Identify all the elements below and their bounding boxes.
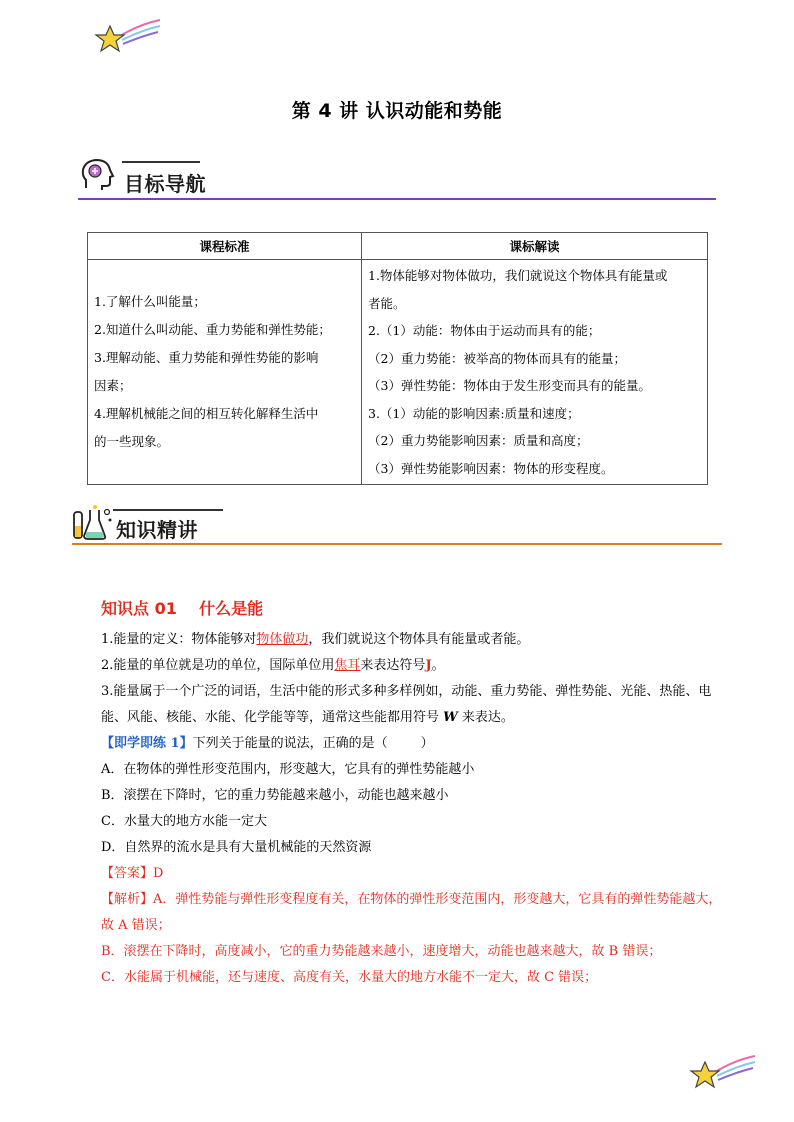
lab-flask-icon [70,504,114,542]
unit-paragraph: 2.能量的单位就是功的单位，国际单位用焦耳来表达符号J。 [101,658,445,673]
keyword-underlined: 焦耳 [334,658,361,673]
definition-paragraph: 1.能量的定义：物体能够对物体做功，我们就说这个物体具有能量或者能。 [101,632,530,647]
list-item: 1.了解什么叫能量； [94,294,206,309]
list-item: 2.（1）动能：物体由于运动而具有的能； [368,323,601,338]
list-item: 4.理解机械能之间的相互转化解释生活中 [94,406,319,421]
section-overline [113,509,223,511]
body-text [101,627,723,991]
option-a: A．在物体的弹性形变范围内，形变越大，它具有的弹性势能越小 [101,762,475,777]
table-cell-standard [88,260,362,485]
list-item: 的一些现象。 [94,434,170,449]
list-item: 1.物体能够对物体做功，我们就说这个物体具有能量或 [368,268,668,283]
exercise-tag: 【即学即练 1】 [101,736,193,751]
list-item: 因素； [94,378,132,393]
list-item: 3.理解动能、重力势能和弹性势能的影响 [94,350,319,365]
analysis-line: 【解析】A．弹性势能与弹性形变程度有关，在物体的弹性形变范围内，形变越大，它具有的弹性势能越大， [101,892,722,907]
list-item: 2.知道什么叫动能、重力势能和弹性势能； [94,322,331,337]
knowledge-point-title: 知识点 01 什么是能 [101,599,264,618]
table-header-standard: 课程标准 [88,233,362,260]
table-header-interpretation: 课标解读 [362,233,708,260]
keyword-underlined: 物体做功 [256,632,309,647]
forms-paragraph: 3.能量属于一个广泛的词语，生活中能的形式多种多样例如，动能、重力势能、弹性势能、光能、热能、电 能、风能、核能、水能、化学能等等，通常这些能都用符号 W 来表达。 [101,684,712,725]
list-item: 者能。 [368,295,406,311]
option-c: C．水量大的地方水能一定大 [101,814,267,829]
analysis-line: C．水能属于机械能，还与速度、高度有关，水量大的地方水能不一定大，故 C 错误； [101,970,598,985]
brain-head-icon [80,158,116,192]
section-title-knowledge: 知识精讲 [116,518,198,542]
section-overline [122,161,200,163]
option-b: B．滚摆在下降时，它的重力势能越来越小，动能也越来越小 [101,788,449,803]
list-item: （3）弹性势能：物体由于发生形变而具有的能量。 [368,378,651,393]
list-item: （2）重力势能：被举高的物体而具有的能量； [368,350,626,366]
section-divider [72,543,722,545]
section-title-goals: 目标导航 [124,172,206,196]
answer-label: 【答案】D [101,866,164,881]
table-cell-interpretation [362,260,708,485]
unit-symbol: J [425,658,432,673]
analysis-line: 故 A 错误； [101,918,171,933]
curriculum-table [87,232,708,485]
shooting-star-icon [685,1052,757,1094]
analysis-line: B．滚摆在下降时，高度减小，它的重力势能越来越小，速度增大，动能也越来越大，故 B 错误； [101,944,662,959]
option-d: D．自然界的流水是具有大量机械能的天然资源 [101,840,372,855]
list-item: 3.（1）动能的影响因素:质量和速度； [368,405,580,421]
list-item: （2）重力势能影响因素：质量和高度； [368,433,589,448]
section-divider [78,198,716,200]
shooting-star-icon [90,16,162,58]
page-title: 第 4 讲 认识动能和势能 [291,100,503,122]
list-item: （3）弹性势能影响因素：物体的形变程度。 [368,460,614,476]
exercise-question: 【即学即练 1】下列关于能量的说法，正确的是（ ） [101,736,434,751]
